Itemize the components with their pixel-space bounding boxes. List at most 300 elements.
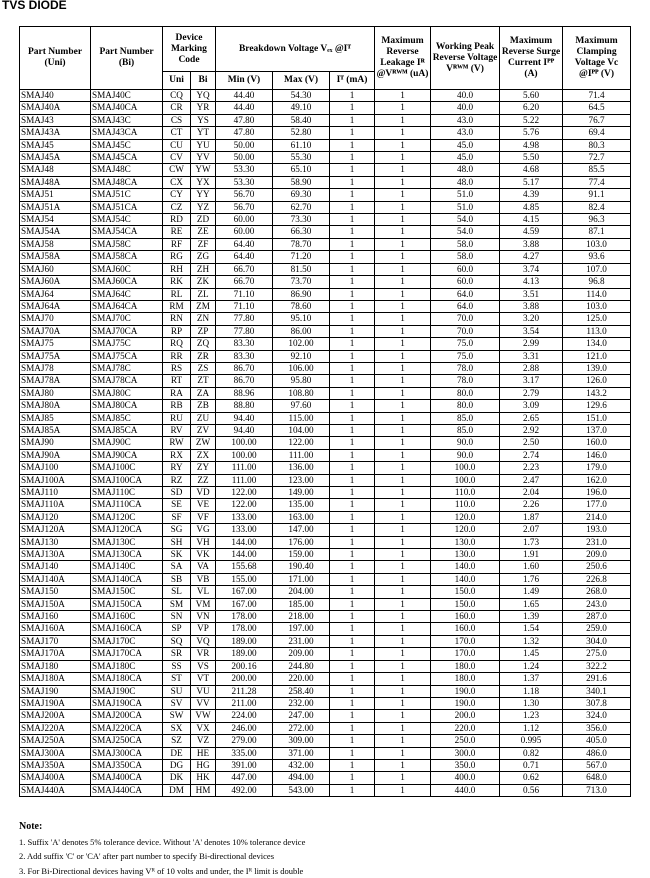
marking-uni-cell: RF bbox=[163, 238, 191, 250]
part-uni-cell: SMAJ300A bbox=[20, 747, 91, 759]
it-cell: 1 bbox=[330, 660, 375, 672]
vbr-max-cell: 104.00 bbox=[273, 424, 330, 436]
vbr-max-cell: 58.90 bbox=[273, 176, 330, 188]
vbr-min-cell: 122.00 bbox=[216, 487, 273, 499]
vc-cell: 648.0 bbox=[563, 772, 631, 784]
header-breakdown: Breakdown Voltage Vₑₓ @Iᵀ bbox=[216, 27, 375, 72]
it-cell: 1 bbox=[330, 623, 375, 635]
marking-bi-cell: ZX bbox=[191, 449, 216, 461]
vbr-max-cell: 247.00 bbox=[273, 710, 330, 722]
vrwm-cell: 70.0 bbox=[431, 313, 500, 325]
vbr-min-cell: 200.16 bbox=[216, 660, 273, 672]
vbr-max-cell: 97.60 bbox=[273, 400, 330, 412]
leakage-cell: 1 bbox=[375, 362, 431, 374]
vrwm-cell: 170.0 bbox=[431, 635, 500, 647]
part-uni-cell: SMAJ120 bbox=[20, 511, 91, 523]
part-bi-cell: SMAJ130CA bbox=[91, 549, 163, 561]
marking-bi-cell: VS bbox=[191, 660, 216, 672]
it-cell: 1 bbox=[330, 487, 375, 499]
vbr-max-cell: 54.30 bbox=[273, 90, 330, 102]
part-uni-cell: SMAJ60A bbox=[20, 276, 91, 288]
ipp-cell: 0.82 bbox=[500, 747, 563, 759]
it-cell: 1 bbox=[330, 611, 375, 623]
vbr-max-cell: 55.30 bbox=[273, 152, 330, 164]
vbr-min-cell: 178.00 bbox=[216, 611, 273, 623]
marking-uni-cell: SV bbox=[163, 697, 191, 709]
part-uni-cell: SMAJ80 bbox=[20, 387, 91, 399]
ipp-cell: 2.26 bbox=[500, 499, 563, 511]
part-bi-cell: SMAJ60C bbox=[91, 263, 163, 275]
vbr-max-cell: 49.10 bbox=[273, 102, 330, 114]
vbr-max-cell: 73.70 bbox=[273, 276, 330, 288]
it-cell: 1 bbox=[330, 784, 375, 796]
leakage-cell: 1 bbox=[375, 487, 431, 499]
marking-bi-cell: ZF bbox=[191, 238, 216, 250]
vbr-max-cell: 244.80 bbox=[273, 660, 330, 672]
vbr-max-cell: 185.00 bbox=[273, 598, 330, 610]
part-bi-cell: SMAJ40CA bbox=[91, 102, 163, 114]
vbr-max-cell: 220.00 bbox=[273, 673, 330, 685]
ipp-cell: 1.65 bbox=[500, 598, 563, 610]
vbr-min-cell: 86.70 bbox=[216, 375, 273, 387]
vbr-max-cell: 115.00 bbox=[273, 412, 330, 424]
vc-cell: 250.6 bbox=[563, 561, 631, 573]
specifications-table bbox=[19, 26, 631, 797]
ipp-cell: 2.92 bbox=[500, 424, 563, 436]
header-leakage: Maximum Reverse Leakage Iᴿ @Vᴿᵂᴹ (uA) bbox=[375, 27, 431, 90]
vbr-min-cell: 66.70 bbox=[216, 263, 273, 275]
vbr-max-cell: 204.00 bbox=[273, 586, 330, 598]
part-bi-cell: SMAJ140CA bbox=[91, 573, 163, 585]
it-cell: 1 bbox=[330, 549, 375, 561]
vrwm-cell: 190.0 bbox=[431, 685, 500, 697]
vbr-max-cell: 106.00 bbox=[273, 362, 330, 374]
leakage-cell: 1 bbox=[375, 499, 431, 511]
marking-bi-cell: VD bbox=[191, 487, 216, 499]
marking-uni-cell: RQ bbox=[163, 338, 191, 350]
part-uni-cell: SMAJ180 bbox=[20, 660, 91, 672]
part-bi-cell: SMAJ45CA bbox=[91, 152, 163, 164]
vc-cell: 231.0 bbox=[563, 536, 631, 548]
it-cell: 1 bbox=[330, 300, 375, 312]
part-bi-cell: SMAJ220CA bbox=[91, 722, 163, 734]
table-row bbox=[20, 635, 631, 647]
it-cell: 1 bbox=[330, 685, 375, 697]
vrwm-cell: 400.0 bbox=[431, 772, 500, 784]
header-clamping: Maximum Clamping Voltage Vc @Iᴾᴾ (V) bbox=[563, 27, 631, 90]
part-uni-cell: SMAJ43A bbox=[20, 127, 91, 139]
it-cell: 1 bbox=[330, 276, 375, 288]
it-cell: 1 bbox=[330, 400, 375, 412]
vc-cell: 307.8 bbox=[563, 697, 631, 709]
it-cell: 1 bbox=[330, 412, 375, 424]
it-cell: 1 bbox=[330, 586, 375, 598]
part-bi-cell: SMAJ60CA bbox=[91, 276, 163, 288]
vc-cell: 179.0 bbox=[563, 462, 631, 474]
marking-bi-cell: YZ bbox=[191, 201, 216, 213]
marking-bi-cell: YX bbox=[191, 176, 216, 188]
leakage-cell: 1 bbox=[375, 449, 431, 461]
marking-bi-cell: VR bbox=[191, 648, 216, 660]
table-row bbox=[20, 586, 631, 598]
ipp-cell: 2.99 bbox=[500, 338, 563, 350]
marking-bi-cell: YV bbox=[191, 152, 216, 164]
vrwm-cell: 64.0 bbox=[431, 300, 500, 312]
vc-cell: 275.0 bbox=[563, 648, 631, 660]
marking-bi-cell: ZG bbox=[191, 251, 216, 263]
vbr-max-cell: 61.10 bbox=[273, 139, 330, 151]
vc-cell: 114.0 bbox=[563, 288, 631, 300]
ipp-cell: 5.50 bbox=[500, 152, 563, 164]
marking-bi-cell: ZY bbox=[191, 462, 216, 474]
vc-cell: 146.0 bbox=[563, 449, 631, 461]
vbr-min-cell: 133.00 bbox=[216, 524, 273, 536]
vrwm-cell: 110.0 bbox=[431, 487, 500, 499]
vbr-max-cell: 102.00 bbox=[273, 338, 330, 350]
vrwm-cell: 350.0 bbox=[431, 759, 500, 771]
vc-cell: 151.0 bbox=[563, 412, 631, 424]
vbr-max-cell: 163.00 bbox=[273, 511, 330, 523]
marking-uni-cell: SM bbox=[163, 598, 191, 610]
vbr-min-cell: 56.70 bbox=[216, 189, 273, 201]
marking-bi-cell: VW bbox=[191, 710, 216, 722]
table-row bbox=[20, 102, 631, 114]
marking-bi-cell: ZL bbox=[191, 288, 216, 300]
table-row bbox=[20, 573, 631, 585]
table-row bbox=[20, 660, 631, 672]
marking-bi-cell: YR bbox=[191, 102, 216, 114]
leakage-cell: 1 bbox=[375, 549, 431, 561]
part-bi-cell: SMAJ70C bbox=[91, 313, 163, 325]
part-bi-cell: SMAJ90CA bbox=[91, 449, 163, 461]
ipp-cell: 1.30 bbox=[500, 697, 563, 709]
part-bi-cell: SMAJ180CA bbox=[91, 673, 163, 685]
vc-cell: 162.0 bbox=[563, 474, 631, 486]
vbr-max-cell: 62.70 bbox=[273, 201, 330, 213]
marking-uni-cell: RU bbox=[163, 412, 191, 424]
part-uni-cell: SMAJ85 bbox=[20, 412, 91, 424]
marking-uni-cell: DG bbox=[163, 759, 191, 771]
part-bi-cell: SMAJ110CA bbox=[91, 499, 163, 511]
ipp-cell: 1.60 bbox=[500, 561, 563, 573]
marking-uni-cell: SB bbox=[163, 573, 191, 585]
leakage-cell: 1 bbox=[375, 735, 431, 747]
vrwm-cell: 80.0 bbox=[431, 400, 500, 412]
leakage-cell: 1 bbox=[375, 400, 431, 412]
vbr-min-cell: 335.00 bbox=[216, 747, 273, 759]
table-row bbox=[20, 263, 631, 275]
marking-bi-cell: YT bbox=[191, 127, 216, 139]
vrwm-cell: 110.0 bbox=[431, 499, 500, 511]
marking-uni-cell: DM bbox=[163, 784, 191, 796]
ipp-cell: 4.68 bbox=[500, 164, 563, 176]
part-uni-cell: SMAJ440A bbox=[20, 784, 91, 796]
part-bi-cell: SMAJ160CA bbox=[91, 623, 163, 635]
leakage-cell: 1 bbox=[375, 524, 431, 536]
marking-uni-cell: ST bbox=[163, 673, 191, 685]
marking-bi-cell: VB bbox=[191, 573, 216, 585]
table-row bbox=[20, 214, 631, 226]
part-uni-cell: SMAJ110A bbox=[20, 499, 91, 511]
table-row bbox=[20, 412, 631, 424]
vbr-max-cell: 176.00 bbox=[273, 536, 330, 548]
leakage-cell: 1 bbox=[375, 648, 431, 660]
part-bi-cell: SMAJ54CA bbox=[91, 226, 163, 238]
vc-cell: 96.8 bbox=[563, 276, 631, 288]
marking-bi-cell: ZW bbox=[191, 437, 216, 449]
vc-cell: 121.0 bbox=[563, 350, 631, 362]
vrwm-cell: 130.0 bbox=[431, 536, 500, 548]
ipp-cell: 1.32 bbox=[500, 635, 563, 647]
ipp-cell: 5.76 bbox=[500, 127, 563, 139]
marking-bi-cell: VK bbox=[191, 549, 216, 561]
leakage-cell: 1 bbox=[375, 338, 431, 350]
note-item: 1. Suffix 'A' denotes 5% tolerance device. Without 'A' denotes 10% tolerance device bbox=[19, 836, 306, 847]
vc-cell: 137.0 bbox=[563, 424, 631, 436]
table-row bbox=[20, 487, 631, 499]
leakage-cell: 1 bbox=[375, 387, 431, 399]
part-bi-cell: SMAJ180C bbox=[91, 660, 163, 672]
marking-bi-cell: YW bbox=[191, 164, 216, 176]
part-bi-cell: SMAJ78CA bbox=[91, 375, 163, 387]
vc-cell: 160.0 bbox=[563, 437, 631, 449]
marking-bi-cell: VE bbox=[191, 499, 216, 511]
leakage-cell: 1 bbox=[375, 462, 431, 474]
vbr-min-cell: 44.40 bbox=[216, 102, 273, 114]
vrwm-cell: 43.0 bbox=[431, 114, 500, 126]
part-bi-cell: SMAJ190C bbox=[91, 685, 163, 697]
vc-cell: 85.5 bbox=[563, 164, 631, 176]
vc-cell: 340.1 bbox=[563, 685, 631, 697]
vrwm-cell: 180.0 bbox=[431, 673, 500, 685]
marking-bi-cell: ZP bbox=[191, 325, 216, 337]
vrwm-cell: 120.0 bbox=[431, 511, 500, 523]
vbr-max-cell: 272.00 bbox=[273, 722, 330, 734]
it-cell: 1 bbox=[330, 127, 375, 139]
part-bi-cell: SMAJ150CA bbox=[91, 598, 163, 610]
vbr-max-cell: 231.00 bbox=[273, 635, 330, 647]
it-cell: 1 bbox=[330, 673, 375, 685]
table-row bbox=[20, 710, 631, 722]
vbr-min-cell: 88.96 bbox=[216, 387, 273, 399]
vc-cell: 87.1 bbox=[563, 226, 631, 238]
marking-bi-cell: VU bbox=[191, 685, 216, 697]
marking-bi-cell: ZS bbox=[191, 362, 216, 374]
part-uni-cell: SMAJ120A bbox=[20, 524, 91, 536]
vbr-max-cell: 258.40 bbox=[273, 685, 330, 697]
vrwm-cell: 220.0 bbox=[431, 722, 500, 734]
vrwm-cell: 64.0 bbox=[431, 288, 500, 300]
marking-uni-cell: CQ bbox=[163, 90, 191, 102]
vbr-max-cell: 209.00 bbox=[273, 648, 330, 660]
table-row bbox=[20, 325, 631, 337]
ipp-cell: 2.79 bbox=[500, 387, 563, 399]
notes bbox=[19, 820, 305, 878]
vrwm-cell: 85.0 bbox=[431, 412, 500, 424]
header-uni: Uni bbox=[163, 72, 191, 90]
vbr-min-cell: 279.00 bbox=[216, 735, 273, 747]
table-row bbox=[20, 152, 631, 164]
vrwm-cell: 100.0 bbox=[431, 474, 500, 486]
part-bi-cell: SMAJ51C bbox=[91, 189, 163, 201]
vbr-max-cell: 147.00 bbox=[273, 524, 330, 536]
marking-uni-cell: SX bbox=[163, 722, 191, 734]
marking-bi-cell: ZN bbox=[191, 313, 216, 325]
table-row bbox=[20, 549, 631, 561]
part-bi-cell: SMAJ51CA bbox=[91, 201, 163, 213]
it-cell: 1 bbox=[330, 251, 375, 263]
vbr-min-cell: 167.00 bbox=[216, 586, 273, 598]
vc-cell: 125.0 bbox=[563, 313, 631, 325]
leakage-cell: 1 bbox=[375, 611, 431, 623]
marking-uni-cell: SL bbox=[163, 586, 191, 598]
vrwm-cell: 180.0 bbox=[431, 660, 500, 672]
table-row bbox=[20, 611, 631, 623]
vbr-max-cell: 135.00 bbox=[273, 499, 330, 511]
leakage-cell: 1 bbox=[375, 784, 431, 796]
vc-cell: 287.0 bbox=[563, 611, 631, 623]
vc-cell: 64.5 bbox=[563, 102, 631, 114]
part-uni-cell: SMAJ75A bbox=[20, 350, 91, 362]
table-row bbox=[20, 499, 631, 511]
part-uni-cell: SMAJ54A bbox=[20, 226, 91, 238]
marking-uni-cell: RX bbox=[163, 449, 191, 461]
vc-cell: 103.0 bbox=[563, 300, 631, 312]
leakage-cell: 1 bbox=[375, 685, 431, 697]
vbr-min-cell: 100.00 bbox=[216, 449, 273, 461]
ipp-cell: 4.39 bbox=[500, 189, 563, 201]
it-cell: 1 bbox=[330, 759, 375, 771]
table-row bbox=[20, 747, 631, 759]
ipp-cell: 4.13 bbox=[500, 276, 563, 288]
vc-cell: 193.0 bbox=[563, 524, 631, 536]
vc-cell: 209.0 bbox=[563, 549, 631, 561]
part-uni-cell: SMAJ160 bbox=[20, 611, 91, 623]
leakage-cell: 1 bbox=[375, 102, 431, 114]
part-bi-cell: SMAJ48CA bbox=[91, 176, 163, 188]
part-uni-cell: SMAJ48A bbox=[20, 176, 91, 188]
vbr-min-cell: 492.00 bbox=[216, 784, 273, 796]
marking-bi-cell: ZA bbox=[191, 387, 216, 399]
part-bi-cell: SMAJ100C bbox=[91, 462, 163, 474]
leakage-cell: 1 bbox=[375, 598, 431, 610]
marking-uni-cell: SW bbox=[163, 710, 191, 722]
table-row bbox=[20, 511, 631, 523]
leakage-cell: 1 bbox=[375, 697, 431, 709]
vbr-max-cell: 95.80 bbox=[273, 375, 330, 387]
vbr-min-cell: 111.00 bbox=[216, 474, 273, 486]
marking-uni-cell: RE bbox=[163, 226, 191, 238]
marking-bi-cell: VV bbox=[191, 697, 216, 709]
it-cell: 1 bbox=[330, 462, 375, 474]
part-uni-cell: SMAJ250A bbox=[20, 735, 91, 747]
marking-bi-cell: ZU bbox=[191, 412, 216, 424]
it-cell: 1 bbox=[330, 164, 375, 176]
vbr-min-cell: 211.28 bbox=[216, 685, 273, 697]
vbr-min-cell: 50.00 bbox=[216, 152, 273, 164]
vc-cell: 107.0 bbox=[563, 263, 631, 275]
table-row bbox=[20, 697, 631, 709]
vbr-min-cell: 86.70 bbox=[216, 362, 273, 374]
it-cell: 1 bbox=[330, 511, 375, 523]
vrwm-cell: 160.0 bbox=[431, 611, 500, 623]
vbr-min-cell: 189.00 bbox=[216, 648, 273, 660]
marking-bi-cell: ZV bbox=[191, 424, 216, 436]
marking-bi-cell: ZB bbox=[191, 400, 216, 412]
vrwm-cell: 75.0 bbox=[431, 350, 500, 362]
vrwm-cell: 45.0 bbox=[431, 152, 500, 164]
header-part-bi: Part Number (Bi) bbox=[91, 27, 163, 90]
vbr-min-cell: 77.80 bbox=[216, 325, 273, 337]
vbr-min-cell: 100.00 bbox=[216, 437, 273, 449]
it-cell: 1 bbox=[330, 313, 375, 325]
vbr-min-cell: 56.70 bbox=[216, 201, 273, 213]
part-uni-cell: SMAJ85A bbox=[20, 424, 91, 436]
it-cell: 1 bbox=[330, 536, 375, 548]
part-uni-cell: SMAJ48 bbox=[20, 164, 91, 176]
it-cell: 1 bbox=[330, 722, 375, 734]
table-row bbox=[20, 300, 631, 312]
part-bi-cell: SMAJ120CA bbox=[91, 524, 163, 536]
vc-cell: 304.0 bbox=[563, 635, 631, 647]
marking-uni-cell: CU bbox=[163, 139, 191, 151]
ipp-cell: 2.50 bbox=[500, 437, 563, 449]
it-cell: 1 bbox=[330, 747, 375, 759]
leakage-cell: 1 bbox=[375, 288, 431, 300]
part-uni-cell: SMAJ190 bbox=[20, 685, 91, 697]
table-row bbox=[20, 400, 631, 412]
leakage-cell: 1 bbox=[375, 511, 431, 523]
marking-uni-cell: DE bbox=[163, 747, 191, 759]
marking-uni-cell: SE bbox=[163, 499, 191, 511]
it-cell: 1 bbox=[330, 350, 375, 362]
vrwm-cell: 54.0 bbox=[431, 214, 500, 226]
vbr-min-cell: 200.00 bbox=[216, 673, 273, 685]
it-cell: 1 bbox=[330, 772, 375, 784]
marking-bi-cell: VQ bbox=[191, 635, 216, 647]
vbr-max-cell: 309.00 bbox=[273, 735, 330, 747]
vbr-min-cell: 155.68 bbox=[216, 561, 273, 573]
marking-uni-cell: SG bbox=[163, 524, 191, 536]
part-bi-cell: SMAJ75C bbox=[91, 338, 163, 350]
vbr-max-cell: 218.00 bbox=[273, 611, 330, 623]
vrwm-cell: 140.0 bbox=[431, 561, 500, 573]
vbr-min-cell: 47.80 bbox=[216, 114, 273, 126]
part-bi-cell: SMAJ70CA bbox=[91, 325, 163, 337]
vrwm-cell: 130.0 bbox=[431, 549, 500, 561]
vc-cell: 291.6 bbox=[563, 673, 631, 685]
part-uni-cell: SMAJ350A bbox=[20, 759, 91, 771]
part-uni-cell: SMAJ90A bbox=[20, 449, 91, 461]
vbr-min-cell: 144.00 bbox=[216, 536, 273, 548]
it-cell: 1 bbox=[330, 387, 375, 399]
it-cell: 1 bbox=[330, 325, 375, 337]
marking-uni-cell: RW bbox=[163, 437, 191, 449]
marking-uni-cell: RV bbox=[163, 424, 191, 436]
leakage-cell: 1 bbox=[375, 313, 431, 325]
it-cell: 1 bbox=[330, 176, 375, 188]
part-uni-cell: SMAJ200A bbox=[20, 710, 91, 722]
marking-uni-cell: CY bbox=[163, 189, 191, 201]
leakage-cell: 1 bbox=[375, 152, 431, 164]
leakage-cell: 1 bbox=[375, 189, 431, 201]
part-bi-cell: SMAJ160C bbox=[91, 611, 163, 623]
vbr-max-cell: 78.60 bbox=[273, 300, 330, 312]
leakage-cell: 1 bbox=[375, 139, 431, 151]
marking-uni-cell: SK bbox=[163, 549, 191, 561]
vrwm-cell: 51.0 bbox=[431, 201, 500, 213]
part-bi-cell: SMAJ58C bbox=[91, 238, 163, 250]
